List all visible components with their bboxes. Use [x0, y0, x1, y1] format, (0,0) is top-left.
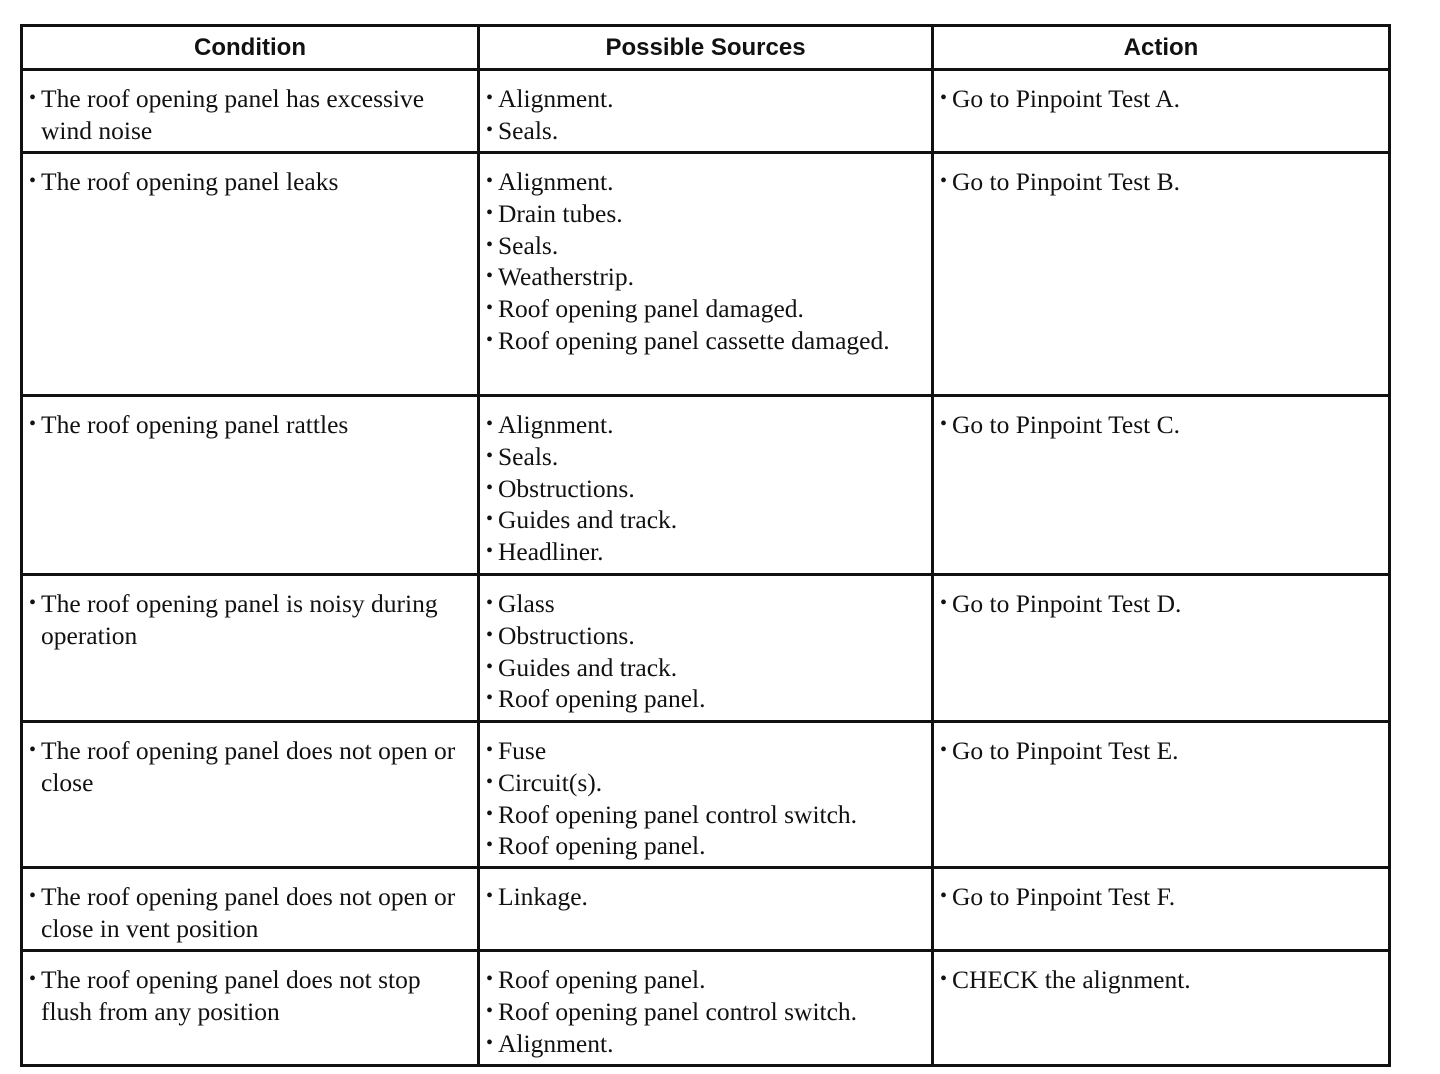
source-item: • Roof opening panel.: [486, 683, 927, 715]
action-cell: [933, 722, 1390, 868]
source-item: • Alignment.: [486, 166, 927, 198]
action-cell: [933, 868, 1390, 951]
source-item: • Obstructions.: [486, 473, 927, 505]
action-cell: [933, 70, 1390, 153]
sources-cell: [479, 575, 933, 722]
source-item: • Alignment.: [486, 409, 927, 441]
table-row: [22, 722, 1390, 868]
table-header-row: [22, 26, 1390, 70]
sources-cell: [479, 951, 933, 1065]
source-item: • Roof opening panel cassette damaged.: [486, 325, 927, 357]
condition-text: • The roof opening panel has excessive wind noise: [29, 83, 473, 147]
action-cell: [933, 575, 1390, 722]
sources-cell: [479, 153, 933, 396]
column-header-possible-sources: Possible Sources: [479, 26, 933, 70]
action-text: • Go to Pinpoint Test A.: [940, 83, 1384, 115]
table-row: [22, 951, 1390, 1065]
condition-text: • The roof opening panel does not open or close: [29, 735, 473, 799]
action-text: • Go to Pinpoint Test C.: [940, 409, 1384, 441]
source-item: • Roof opening panel control switch.: [486, 799, 927, 831]
action-text: • Go to Pinpoint Test B.: [940, 166, 1384, 198]
source-item: • Drain tubes.: [486, 198, 927, 230]
table-row: [22, 396, 1390, 575]
source-item: • Roof opening panel.: [486, 830, 927, 862]
source-item: • Alignment.: [486, 1028, 927, 1060]
action-text: • Go to Pinpoint Test F.: [940, 881, 1384, 913]
sources-cell: [479, 868, 933, 951]
source-item: • Seals.: [486, 115, 927, 147]
source-item: • Alignment.: [486, 83, 927, 115]
source-item: • Fuse: [486, 735, 927, 767]
sources-cell: [479, 396, 933, 575]
condition-cell: [22, 722, 479, 868]
condition-cell: [22, 396, 479, 575]
condition-text: • The roof opening panel leaks: [29, 166, 473, 198]
condition-cell: [22, 951, 479, 1065]
condition-cell: [22, 575, 479, 722]
column-header-condition: Condition: [22, 26, 479, 70]
source-item: • Headliner.: [486, 536, 927, 568]
source-item: • Weatherstrip.: [486, 261, 927, 293]
action-text: • Go to Pinpoint Test D.: [940, 588, 1384, 620]
action-text: • CHECK the alignment.: [940, 964, 1384, 996]
source-item: • Guides and track.: [486, 504, 927, 536]
condition-text: • The roof opening panel rattles: [29, 409, 473, 441]
source-item: • Obstructions.: [486, 620, 927, 652]
condition-text: • The roof opening panel does not open or close in vent position: [29, 881, 473, 945]
table-row: [22, 575, 1390, 722]
condition-cell: [22, 868, 479, 951]
table-row: [22, 868, 1390, 951]
source-item: • Guides and track.: [486, 652, 927, 684]
source-item: • Circuit(s).: [486, 767, 927, 799]
source-item: • Roof opening panel.: [486, 964, 927, 996]
table-row: [22, 153, 1390, 396]
action-cell: [933, 153, 1390, 396]
source-item: • Seals.: [486, 230, 927, 262]
condition-cell: [22, 70, 479, 153]
sources-cell: [479, 70, 933, 153]
diagnosis-table: [20, 24, 1391, 1067]
source-item: • Linkage.: [486, 881, 927, 913]
sources-cell: [479, 722, 933, 868]
condition-text: • The roof opening panel is noisy during operation: [29, 588, 473, 652]
column-header-action: Action: [933, 26, 1390, 70]
action-cell: [933, 396, 1390, 575]
action-cell: [933, 951, 1390, 1065]
condition-cell: [22, 153, 479, 396]
table-row: [22, 70, 1390, 153]
condition-text: • The roof opening panel does not stop flush from any position: [29, 964, 473, 1028]
action-text: • Go to Pinpoint Test E.: [940, 735, 1384, 767]
source-item: • Seals.: [486, 441, 927, 473]
source-item: • Glass: [486, 588, 927, 620]
source-item: • Roof opening panel control switch.: [486, 996, 927, 1028]
source-item: • Roof opening panel damaged.: [486, 293, 927, 325]
